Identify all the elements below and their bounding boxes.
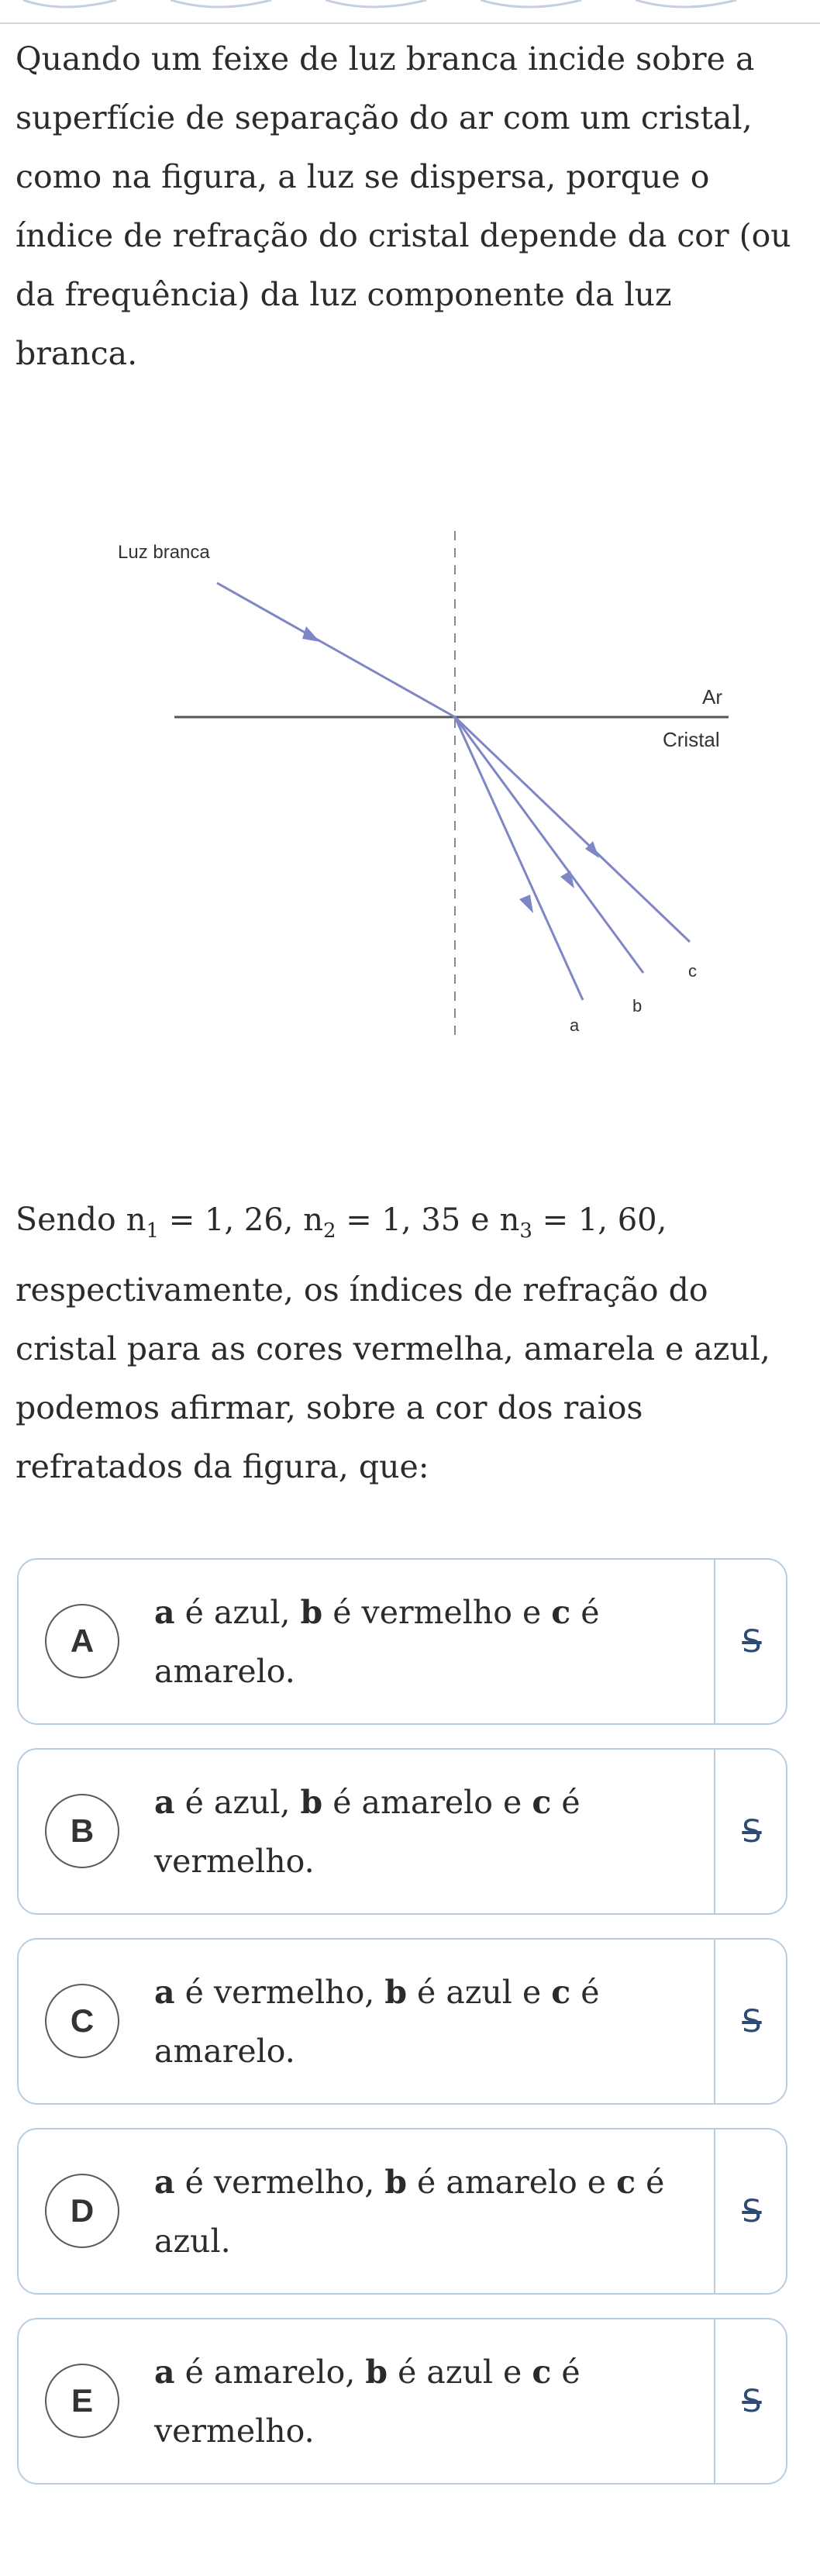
strikethrough-icon[interactable]: S bbox=[742, 1623, 762, 1660]
incident-ray-arrow bbox=[302, 626, 320, 642]
alternative-text: a é vermelho, b é amarelo e c é azul. bbox=[154, 2164, 665, 2260]
alternative-text: a é azul, b é amarelo e c é vermelho. bbox=[154, 1784, 581, 1880]
n3-expression: $n_3 = 1$, 60, bbox=[499, 1202, 667, 1243]
alternative-letter: E bbox=[45, 2364, 119, 2438]
alternative-divider bbox=[714, 1560, 715, 1723]
strikethrough-icon[interactable]: S bbox=[742, 2193, 762, 2229]
alternative-c bbox=[17, 1938, 787, 2105]
alternatives-list bbox=[17, 1558, 789, 2508]
alternative-letter: C bbox=[45, 1984, 119, 2058]
ray-label-b: b bbox=[632, 996, 643, 1016]
refracted-ray-b bbox=[455, 717, 643, 973]
alternative-letter: A bbox=[45, 1604, 119, 1678]
n1-expression: $n_1 = 1$, 26, bbox=[126, 1202, 304, 1243]
incident-ray bbox=[217, 583, 455, 717]
alternative-text: a é vermelho, b é azul e c é amarelo. bbox=[154, 1974, 600, 2070]
statement-text bbox=[16, 1190, 798, 1496]
statement-prefix: Sendo bbox=[16, 1201, 116, 1238]
question-text: Quando um feixe de luz branca incide sobre a superfície de separação do ar com um cristal, como na figura, a luz se dispersa, porque o índice de refração do cristal depende da cor (ou da frequência) da luz componente da luz branca. bbox=[16, 40, 791, 372]
refracted-ray-a bbox=[455, 717, 583, 1000]
statement-conjunction: e bbox=[460, 1201, 500, 1238]
alternative-d bbox=[17, 2128, 787, 2295]
alternative-e bbox=[17, 2318, 787, 2485]
alternative-letter: B bbox=[45, 1794, 119, 1868]
ray-a-arrow bbox=[519, 895, 533, 913]
strikethrough-icon[interactable]: S bbox=[742, 2003, 762, 2040]
alternative-b bbox=[17, 1748, 787, 1915]
refraction-figure bbox=[109, 527, 744, 1039]
alternative-d-select[interactable] bbox=[19, 2129, 716, 2293]
alternative-letter: D bbox=[45, 2174, 119, 2248]
figure-label-air: Ar bbox=[702, 685, 722, 709]
n2-expression: $n_2 = 1$, 35 bbox=[303, 1202, 461, 1243]
statement-rest: respectivamente, os índices de refração do cristal para as cores vermelha, amarela e azul, podemos afirmar, sobre a cor dos raios refratados da figura, que: bbox=[16, 1271, 770, 1485]
strikethrough-icon[interactable]: S bbox=[742, 1813, 762, 1850]
figure-label-crystal: Cristal bbox=[663, 728, 720, 751]
ray-label-a: a bbox=[570, 1016, 580, 1035]
alternative-divider bbox=[714, 2319, 715, 2483]
refracted-ray-c bbox=[455, 717, 690, 942]
alternative-divider bbox=[714, 2129, 715, 2293]
alternative-text: a é amarelo, b é azul e c é vermelho. bbox=[154, 2354, 581, 2450]
alternative-a bbox=[17, 1558, 787, 1725]
ray-b-arrow bbox=[560, 871, 574, 888]
alternative-divider bbox=[714, 1940, 715, 2103]
figure-label-light: Luz branca bbox=[118, 542, 210, 563]
alternative-b-select[interactable] bbox=[19, 1750, 716, 1913]
top-progress-decoration bbox=[0, 0, 820, 31]
alternative-a-select[interactable] bbox=[19, 1560, 716, 1723]
strikethrough-icon[interactable]: S bbox=[742, 2383, 762, 2419]
alternative-e-select[interactable] bbox=[19, 2319, 716, 2483]
alternative-divider bbox=[714, 1750, 715, 1913]
alternative-c-select[interactable] bbox=[19, 1940, 716, 2103]
ray-label-c: c bbox=[688, 961, 697, 981]
alternative-text: a é azul, b é vermelho e c é amarelo. bbox=[154, 1594, 600, 1690]
